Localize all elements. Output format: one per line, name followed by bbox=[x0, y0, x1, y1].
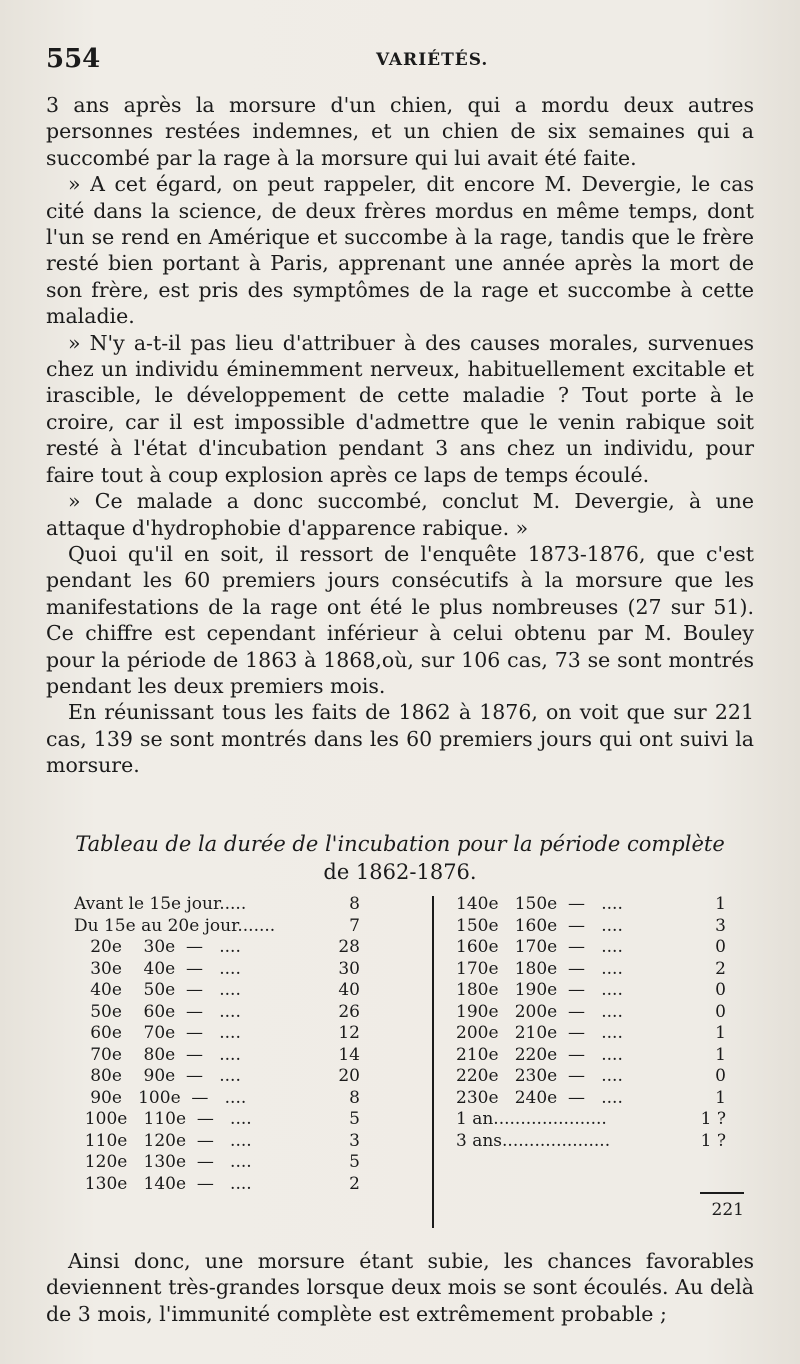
table-row bbox=[74, 894, 394, 916]
row-interval-label: 170e 180e — .... bbox=[456, 958, 623, 979]
row-case-count: 3 bbox=[349, 1130, 360, 1151]
row-case-count: 5 bbox=[349, 1109, 360, 1129]
row-interval-label: 1 an..................... bbox=[456, 1109, 607, 1129]
row-interval-label: Avant le 15e jour..... bbox=[74, 894, 247, 914]
row-case-count: 2 bbox=[715, 958, 726, 979]
paragraph: En réunissant tous les faits de 1862 à 1876, on voit que sur 221 cas, 139 se sont montrés dans les 60 premiers jours qui ont suivi la morsure. bbox=[46, 700, 754, 778]
row-interval-label: 40e 50e — .... bbox=[74, 980, 241, 1000]
row-interval-label: 70e 80e — .... bbox=[74, 1044, 241, 1065]
page-header bbox=[46, 44, 754, 84]
table-row bbox=[456, 1088, 756, 1110]
row-case-count: 20 bbox=[338, 1066, 360, 1086]
row-interval-label: 230e 240e — .... bbox=[456, 1087, 623, 1108]
paragraph: 3 ans après la morsure d'un chien, qui a mordu deux autres personnes restées indemnes, et un chien de six semaines qui a succombé par la rage à la morsure qui lui avait été faite. bbox=[46, 93, 754, 170]
row-interval-label: 100e 110e — .... bbox=[74, 1109, 252, 1129]
table-row bbox=[456, 980, 756, 1002]
table-row bbox=[74, 1066, 394, 1088]
row-case-count: 0 bbox=[715, 937, 726, 957]
table-total: 221 bbox=[711, 1200, 744, 1220]
table-right-column bbox=[456, 894, 756, 1152]
row-case-count: 1 bbox=[715, 894, 726, 914]
row-case-count: 0 bbox=[715, 1066, 726, 1086]
table-caption-title: Tableau de la durée de l'incubation pour la période complète bbox=[75, 832, 725, 856]
table-row bbox=[74, 1131, 394, 1153]
incubation-table bbox=[60, 894, 750, 1234]
row-case-count: 0 bbox=[715, 1001, 726, 1022]
column-divider bbox=[432, 896, 434, 1228]
row-case-count: 14 bbox=[338, 1044, 360, 1065]
table-row bbox=[74, 1174, 394, 1196]
table-row bbox=[74, 937, 394, 959]
page-number: 554 bbox=[46, 44, 101, 74]
row-interval-label: Du 15e au 20e jour....... bbox=[74, 915, 276, 936]
row-interval-label: 140e 150e — .... bbox=[456, 894, 623, 914]
table-row bbox=[74, 1045, 394, 1067]
row-interval-label: 210e 220e — .... bbox=[456, 1044, 623, 1065]
row-case-count: 12 bbox=[338, 1023, 360, 1043]
row-case-count: 8 bbox=[349, 1087, 360, 1108]
row-interval-label: 80e 90e — .... bbox=[74, 1066, 241, 1086]
table-left-column bbox=[74, 894, 394, 1195]
row-interval-label: 200e 210e — .... bbox=[456, 1023, 623, 1043]
row-interval-label: 180e 190e — .... bbox=[456, 980, 623, 1000]
running-title: VARIÉTÉS. bbox=[376, 50, 489, 70]
row-case-count: 2 bbox=[349, 1173, 360, 1194]
row-interval-label: 130e 140e — .... bbox=[74, 1173, 252, 1194]
row-case-count: 3 bbox=[715, 915, 726, 936]
row-interval-label: 150e 160e — .... bbox=[456, 915, 623, 936]
table-row bbox=[456, 1023, 756, 1045]
table-row bbox=[456, 916, 756, 938]
row-interval-label: 120e 130e — .... bbox=[74, 1152, 252, 1172]
row-case-count: 40 bbox=[338, 980, 360, 1000]
table-row bbox=[74, 1088, 394, 1110]
table-row bbox=[74, 1109, 394, 1131]
table-row bbox=[74, 916, 394, 938]
row-case-count: 1 bbox=[715, 1087, 726, 1108]
row-case-count: 1 ? bbox=[700, 1130, 726, 1151]
row-interval-label: 60e 70e — .... bbox=[74, 1023, 241, 1043]
row-case-count: 5 bbox=[349, 1152, 360, 1172]
row-interval-label: 3 ans.................... bbox=[456, 1130, 611, 1151]
row-case-count: 26 bbox=[338, 1001, 360, 1022]
table-row bbox=[456, 1131, 756, 1153]
row-interval-label: 30e 40e — .... bbox=[74, 958, 241, 979]
table-row bbox=[456, 1002, 756, 1024]
row-interval-label: 220e 230e — .... bbox=[456, 1066, 623, 1086]
table-row bbox=[74, 1152, 394, 1174]
row-interval-label: 20e 30e — .... bbox=[74, 937, 241, 957]
table-caption bbox=[46, 830, 754, 886]
table-row bbox=[74, 1023, 394, 1045]
row-case-count: 30 bbox=[338, 958, 360, 979]
paragraph: » Ce malade a donc succombé, conclut M. Devergie, à une attaque d'hydrophobie d'apparence rabique. » bbox=[46, 489, 754, 540]
body-text bbox=[46, 92, 754, 779]
paragraph: » A cet égard, on peut rappeler, dit encore M. Devergie, le cas cité dans la science, de deux frères mordus en même temps, dont l'un se rend en Amérique et succombe à la rage, tandis que le frère resté bien portant à Paris, apprenant une année après la mort de son frère, est pris des symptômes de la rage et succombe à cette maladie. bbox=[46, 172, 754, 329]
table-row bbox=[456, 1045, 756, 1067]
table-row bbox=[456, 959, 756, 981]
row-interval-label: 160e 170e — .... bbox=[456, 937, 623, 957]
table-row bbox=[456, 1109, 756, 1131]
total-rule bbox=[700, 1192, 744, 1194]
row-interval-label: 190e 200e — .... bbox=[456, 1001, 623, 1022]
paragraph: Ainsi donc, une morsure étant subie, les chances favorables deviennent très-grandes lorsque deux mois se sont écoulés. Au delà de 3 mois, l'immunité complète est extrêmement probable ; bbox=[46, 1249, 754, 1326]
row-case-count: 7 bbox=[349, 915, 360, 936]
row-case-count: 1 ? bbox=[700, 1109, 726, 1129]
table-row bbox=[74, 980, 394, 1002]
closing-text bbox=[46, 1248, 754, 1327]
row-interval-label: 110e 120e — .... bbox=[74, 1130, 252, 1151]
table-row bbox=[456, 937, 756, 959]
row-interval-label: 90e 100e — .... bbox=[74, 1087, 247, 1108]
table-row bbox=[456, 1066, 756, 1088]
row-case-count: 1 bbox=[715, 1023, 726, 1043]
paragraph: » N'y a-t-il pas lieu d'attribuer à des causes morales, survenues chez un individu éminemment nerveux, habituellement excitable et irascible, le développement de cette maladie ? Tout porte à le croire, car il est impossible d'admettre que le venin rabique soit resté à l'état d'incubation pendant 3 ans chez un individu, pour faire tout à coup explosion après ce laps de temps écoulé. bbox=[46, 330, 754, 487]
row-case-count: 8 bbox=[349, 894, 360, 914]
paragraph: Quoi qu'il en soit, il ressort de l'enquête 1873-1876, que c'est pendant les 60 premiers jours consécutifs à la morsure que les manifestations de la rage ont été le plus nombreuses (27 sur 51). Ce chiffre est cependant inférieur à celui obtenu par M. Bouley pour la période de 1863 à 1868,où, sur 106 cas, 73 se sont montrés pendant les deux premiers mois. bbox=[46, 541, 754, 698]
row-interval-label: 50e 60e — .... bbox=[74, 1001, 241, 1022]
row-case-count: 1 bbox=[715, 1044, 726, 1065]
table-row bbox=[74, 1002, 394, 1024]
table-caption-years: de 1862-1876. bbox=[323, 860, 477, 884]
table-row bbox=[74, 959, 394, 981]
row-case-count: 0 bbox=[715, 980, 726, 1000]
table-row bbox=[456, 894, 756, 916]
row-case-count: 28 bbox=[338, 937, 360, 957]
